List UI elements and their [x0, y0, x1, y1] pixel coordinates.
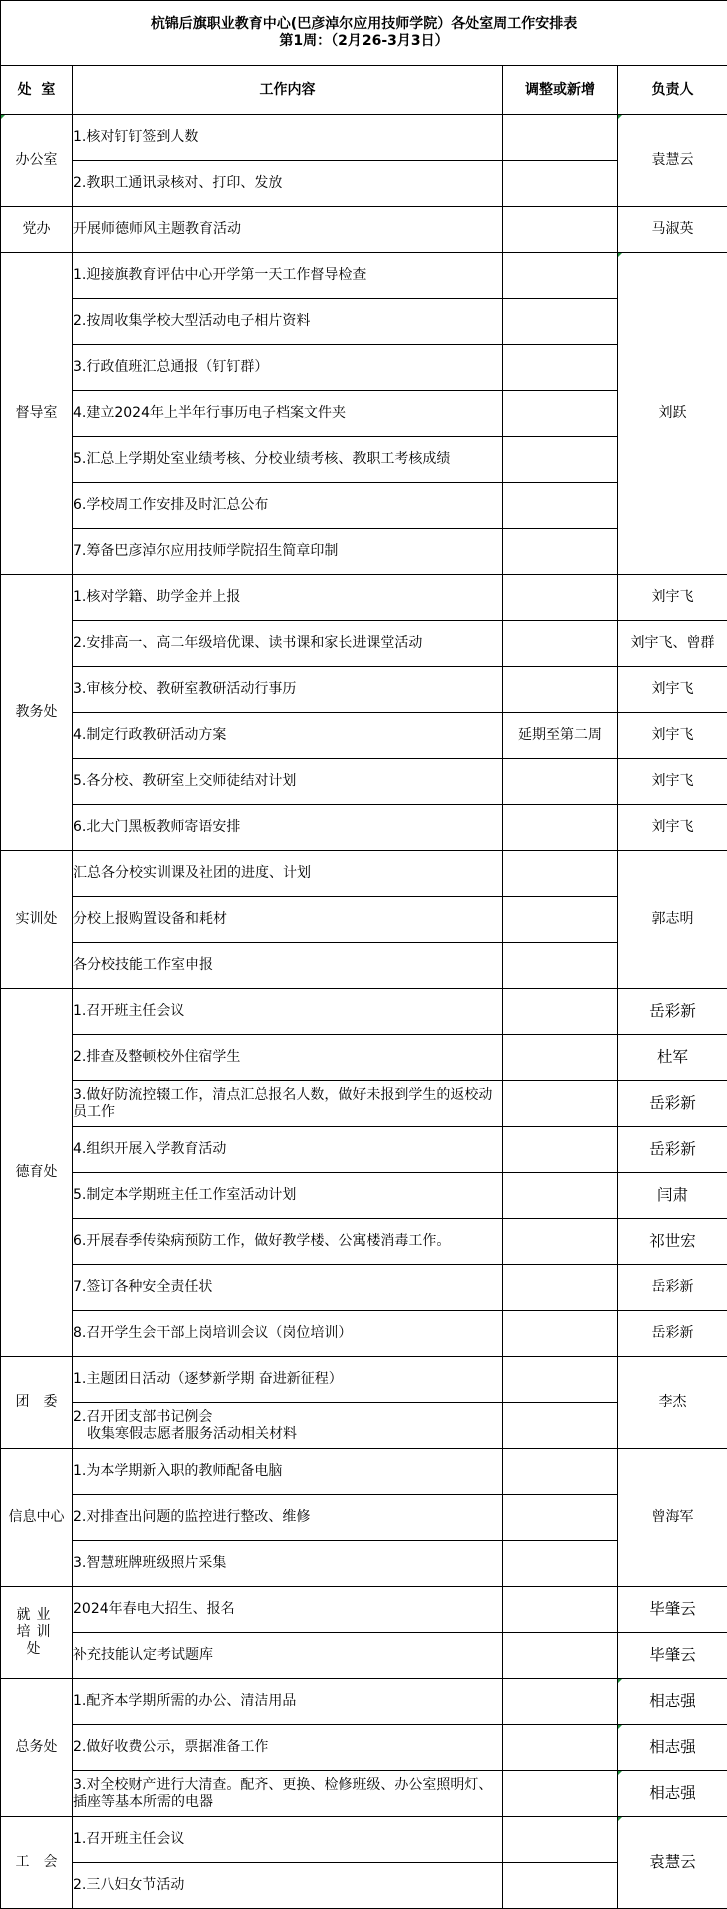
work-item: 2.教职工通讯录核对、打印、发放: [73, 161, 503, 207]
table-row: [1, 1817, 727, 1863]
adjust-cell: [503, 1035, 618, 1081]
adjust-cell: [503, 1311, 618, 1357]
adjust-cell: [503, 943, 618, 989]
adjust-cell: [503, 1173, 618, 1219]
owner-cell: 刘宇飞: [618, 667, 727, 713]
owner-cell: 相志强: [618, 1725, 727, 1771]
work-item: 7.筹备巴彦淖尔应用技师学院招生简章印制: [73, 529, 503, 575]
work-item: 6.开展春季传染病预防工作，做好教学楼、公寓楼消毒工作。: [73, 1219, 503, 1265]
office-cell: 办公室: [1, 115, 73, 207]
adjust-cell: [503, 1265, 618, 1311]
work-item: 2.按周收集学校大型活动电子相片资料: [73, 299, 503, 345]
table-row: [1, 1587, 727, 1633]
work-item: 补充技能认定考试题库: [73, 1633, 503, 1679]
table-row: [1, 207, 727, 253]
adjust-cell: [503, 989, 618, 1035]
table-row: [1, 1449, 727, 1495]
work-item-line: 2.召开团支部书记例会: [73, 1408, 213, 1425]
owner-cell: 曾海军: [618, 1449, 727, 1587]
owner-cell: 马淑英: [618, 207, 727, 253]
table-row: [1, 1771, 727, 1817]
table-row: [1, 1265, 727, 1311]
work-item: 3.智慧班牌班级照片采集: [73, 1541, 503, 1587]
owner-cell: 李杰: [618, 1357, 727, 1449]
work-item: 2024年春电大招生、报名: [73, 1587, 503, 1633]
adjust-cell: [503, 1403, 618, 1449]
work-item: 分校上报购置设备和耗材: [73, 897, 503, 943]
office-cell: 团委: [1, 1357, 73, 1449]
owner-cell: 岳彩新: [618, 1311, 727, 1357]
owner-cell: 毕肇云: [618, 1587, 727, 1633]
work-item: 汇总各分校实训课及社团的进度、计划: [73, 851, 503, 897]
adjust-cell: [503, 759, 618, 805]
title-row: [1, 1, 727, 66]
adjust-cell: [503, 437, 618, 483]
owner-cell: 刘宇飞: [618, 759, 727, 805]
work-item: 1.迎接旗教育评估中心开学第一天工作督导检查: [73, 253, 503, 299]
office-cell: 总务处: [1, 1679, 73, 1817]
adjust-cell: [503, 1725, 618, 1771]
adjust-cell: [503, 161, 618, 207]
work-item: 5.各分校、教研室上交师徒结对计划: [73, 759, 503, 805]
table-row: [1, 667, 727, 713]
table-row: [1, 1311, 727, 1357]
header-owner: 负责人: [618, 66, 727, 115]
owner-cell: 袁慧云: [618, 1817, 727, 1909]
adjust-cell: [503, 621, 618, 667]
owner-cell: 祁世宏: [618, 1219, 727, 1265]
work-item: 1.配齐本学期所需的办公、清洁用品: [73, 1679, 503, 1725]
owner-cell: 岳彩新: [618, 1081, 727, 1127]
owner-cell: 刘宇飞: [618, 575, 727, 621]
header-row: [1, 66, 727, 115]
owner-cell: 相志强: [618, 1679, 727, 1725]
table-row: [1, 1081, 727, 1127]
office-cell: 德育处: [1, 989, 73, 1357]
office-cell: 教务处: [1, 575, 73, 851]
header-office: 处 室: [1, 66, 73, 115]
work-item: 1.核对学籍、助学金并上报: [73, 575, 503, 621]
adjust-cell: [503, 1127, 618, 1173]
work-item: 2.对排查出问题的监控进行整改、维修: [73, 1495, 503, 1541]
adjust-cell: [503, 253, 618, 299]
page-title: [1, 1, 727, 66]
table-row: [1, 1127, 727, 1173]
work-item: 4.制定行政教研活动方案: [73, 713, 503, 759]
owner-cell: 毕肇云: [618, 1633, 727, 1679]
adjust-cell: [503, 345, 618, 391]
adjust-cell: [503, 1449, 618, 1495]
work-item-line: 收集寒假志愿者服务活动相关材料: [87, 1425, 297, 1442]
adjust-cell: [503, 667, 618, 713]
adjust-cell: [503, 1587, 618, 1633]
adjust-cell: [503, 1081, 618, 1127]
header-content: 工作内容: [73, 66, 503, 115]
table-row: [1, 1219, 727, 1265]
adjust-cell: [503, 575, 618, 621]
work-item: 2.三八妇女节活动: [73, 1863, 503, 1909]
table-row: [1, 1035, 727, 1081]
work-item: 2.排查及整顿校外住宿学生: [73, 1035, 503, 1081]
adjust-cell: [503, 483, 618, 529]
adjust-cell: [503, 299, 618, 345]
adjust-cell: [503, 1219, 618, 1265]
table-row: [1, 1173, 727, 1219]
work-item: 5.制定本学期班主任工作室活动计划: [73, 1173, 503, 1219]
adjust-cell: [503, 1679, 618, 1725]
owner-cell: 岳彩新: [618, 1127, 727, 1173]
adjust-cell: [503, 391, 618, 437]
table-row: [1, 1725, 727, 1771]
owner-cell: 袁慧云: [618, 115, 727, 207]
work-item: 1.核对钉钉签到人数: [73, 115, 503, 161]
table-row: [1, 759, 727, 805]
work-item: 3.对全校财产进行大清查。配齐、更换、检修班级、办公室照明灯、插座等基本所需的电器: [73, 1771, 503, 1817]
work-item: 1.召开班主任会议: [73, 1817, 503, 1863]
adjust-cell: [503, 1863, 618, 1909]
adjust-cell: [503, 1357, 618, 1403]
owner-cell: 刘跃: [618, 253, 727, 575]
table-row: [1, 575, 727, 621]
adjust-cell: [503, 1541, 618, 1587]
title-line-1: 杭锦后旗职业教育中心(巴彦淖尔应用技师学院）各处室周工作安排表: [150, 16, 578, 32]
owner-cell: 岳彩新: [618, 989, 727, 1035]
adjust-cell: [503, 1633, 618, 1679]
office-cell: 就业培训处: [1, 1587, 73, 1679]
adjust-cell: [503, 207, 618, 253]
header-adjust: 调整或新增: [503, 66, 618, 115]
work-item: 1.为本学期新入职的教师配备电脑: [73, 1449, 503, 1495]
work-item: 2.做好收费公示，票据准备工作: [73, 1725, 503, 1771]
office-cell: 实训处: [1, 851, 73, 989]
owner-cell: 郭志明: [618, 851, 727, 989]
work-item: 4.组织开展入学教育活动: [73, 1127, 503, 1173]
adjust-cell: [503, 1771, 618, 1817]
work-item: 3.行政值班汇总通报（钉钉群）: [73, 345, 503, 391]
work-item: 7.签订各种安全责任状: [73, 1265, 503, 1311]
work-item: 5.汇总上学期处室业绩考核、分校业绩考核、教职工考核成绩: [73, 437, 503, 483]
table-row: [1, 621, 727, 667]
table-row: [1, 713, 727, 759]
work-item: 6.北大门黑板教师寄语安排: [73, 805, 503, 851]
owner-cell: 岳彩新: [618, 1265, 727, 1311]
adjust-cell: 延期至第二周: [503, 713, 618, 759]
table-row: [1, 989, 727, 1035]
owner-cell: 闫肃: [618, 1173, 727, 1219]
work-item: 8.召开学生会干部上岗培训会议（岗位培训）: [73, 1311, 503, 1357]
work-item: 4.建立2024年上半年行事历电子档案文件夹: [73, 391, 503, 437]
office-cell: 党办: [1, 207, 73, 253]
owner-cell: 刘宇飞: [618, 805, 727, 851]
owner-cell: 刘宇飞、曾群: [618, 621, 727, 667]
work-item: [73, 1403, 503, 1449]
owner-cell: 杜军: [618, 1035, 727, 1081]
work-item: 6.学校周工作安排及时汇总公布: [73, 483, 503, 529]
work-item: 3.审核分校、教研室教研活动行事历: [73, 667, 503, 713]
table-row: [1, 115, 727, 161]
work-item: 开展师德师风主题教育活动: [73, 207, 503, 253]
table-row: [1, 1633, 727, 1679]
work-item: 2.安排高一、高二年级培优课、读书课和家长进课堂活动: [73, 621, 503, 667]
work-item: 1.主题团日活动（逐梦新学期 奋进新征程）: [73, 1357, 503, 1403]
work-item: 1.召开班主任会议: [73, 989, 503, 1035]
owner-cell: 刘宇飞: [618, 713, 727, 759]
work-item: 3.做好防流控辍工作，清点汇总报名人数，做好未报到学生的返校动员工作: [73, 1081, 503, 1127]
adjust-cell: [503, 851, 618, 897]
title-line-2: 第1周：（2月26-3月3日）: [279, 33, 449, 49]
table-row: [1, 1357, 727, 1403]
owner-cell: 相志强: [618, 1771, 727, 1817]
office-cell: 信息中心: [1, 1449, 73, 1587]
adjust-cell: [503, 1817, 618, 1863]
table-row: [1, 805, 727, 851]
table-row: [1, 1679, 727, 1725]
office-cell: 工会: [1, 1817, 73, 1909]
work-item: 各分校技能工作室申报: [73, 943, 503, 989]
table-row: [1, 253, 727, 299]
adjust-cell: [503, 115, 618, 161]
table-row: [1, 851, 727, 897]
adjust-cell: [503, 805, 618, 851]
adjust-cell: [503, 1495, 618, 1541]
adjust-cell: [503, 897, 618, 943]
office-cell: 督导室: [1, 253, 73, 575]
adjust-cell: [503, 529, 618, 575]
